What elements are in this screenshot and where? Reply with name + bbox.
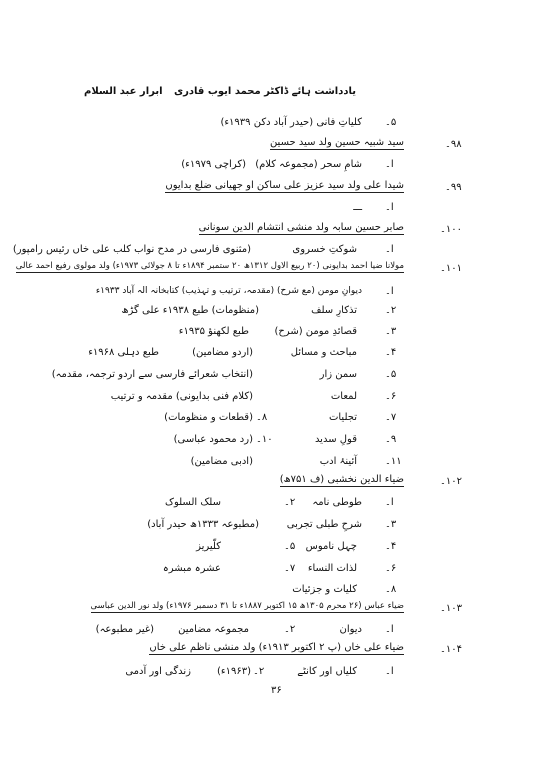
item-note: (غیر مطبوعہ) [95,624,154,635]
entry-number: ۹۹۔ [445,182,462,193]
entry-number: ۱۰۰۔ [440,224,462,235]
item-number: ا۔ [385,159,394,170]
entry-number: ۹۸۔ [445,139,462,150]
item-number: ا۔ [385,497,394,508]
item-note: (اردو مضامین) [192,347,253,358]
list-item-text: قصائدِ مومن (شرح) [274,326,357,337]
item-number: ۱۱۔ [385,456,402,467]
item-number: ا۔ [385,624,394,635]
list-item-text: قولِ سدید [314,434,357,445]
list-item-text: سمن زار [319,369,357,380]
item-number: ۲۔ [284,624,296,635]
list-item-text: لمعات [330,391,357,402]
item-number: ۸۔ [256,412,268,423]
list-item-text: شرحِ طبلی تجربی [286,519,362,530]
item-number: ۷۔ [385,412,397,423]
item-number: ۲۔ [253,666,265,677]
item-note: طبع دہلی ۱۹۶۸ء [88,347,159,358]
entry-heading: شیدا علی ولد سید عزیز علی ساکن او جھیانی ضلع بدایوں [165,180,404,191]
list-item-text: زندگی اور آدمی [125,666,191,677]
item-number: ۵۔ [385,369,397,380]
item-number: ا۔ [385,666,394,677]
list-item-text: لذات النساء [307,563,357,574]
list-item-text: کلیات و جزئیات [292,584,357,595]
item-number: ۲۔ [284,497,296,508]
item-number: ۳۔ [385,326,397,337]
item-note: (۱۹۶۳ء) [217,666,251,677]
list-item-text: دیوان [339,624,362,635]
item-number: ا۔ [385,202,394,213]
list-item-text: کلّیریز [196,541,221,552]
item-note: (قطعات و منظومات) [164,412,253,423]
entry-heading: ضیاء عباس (۲۶ محرم ۱۳۰۵ھ ۱۵ اکتوبر ۱۸۸۷ء تا ۳۱ دسمبر ۱۹۷۶ء) ولد نور الدین عباسی [90,601,404,611]
entry-number: ۱۰۴۔ [440,644,462,655]
item-number: ۵۔ [385,117,397,128]
item-note: (کلام فنی بدایونی) مقدمہ و ترتیب [110,391,253,402]
list-item-text: کلیاں اور کانٹے [297,666,357,677]
list-item-text: تجلیات [328,412,357,423]
item-number: ۱۰۔ [256,434,273,445]
entry-heading: سید شبیہ حسین ولد سید حسین [269,137,404,148]
item-number: ۳۔ [385,519,397,530]
entry-number: ۱۰۳۔ [440,603,462,614]
list-item-text: چہل ناموس [305,541,357,552]
item-note: (ادبی مضامین) [190,456,253,467]
item-number: ۴۔ [385,347,397,358]
entry-heading: ضیاء الدین نخشبی (ف ۷۵۱ھ) [279,474,404,485]
item-number: ۷۔ [284,563,296,574]
item-number: ۹۔ [385,434,397,445]
header-author: ابرار عبد السلام [84,86,163,97]
list-item-text: کلیاتِ فانی (حیدر آباد دکن ۱۹۳۹ء) [220,117,362,128]
item-note: (انتخاب شعرائے فارسی سے اردو ترجمہ، مقدمہ) [51,369,253,380]
entry-heading: ضیاء علی خاں (پ ۲ اکتوبر ۱۹۱۳ء) ولد منشی ناظم علی خاں [149,642,404,653]
list-item-text: مباحث و مسائل [290,347,357,358]
item-number: ۶۔ [385,563,397,574]
item-note: (کراچی ۱۹۷۹ء) [181,159,246,170]
item-note: (مطبوعہ ۱۳۳۳ھ حیدر آباد) [147,519,259,530]
list-item-text: سلک السلوک [165,497,221,508]
list-item-text: عشرہ مبشرہ [162,563,221,574]
list-item-text: تذکارِ سلف [311,305,357,316]
entry-number: ۱۰۲۔ [440,476,462,487]
entry-number: ۱۰۱۔ [440,263,462,274]
list-item-text: مجموعہ مضامین [178,624,249,635]
item-number: ۶۔ [385,391,397,402]
list-item-text: دیوانِ مومن (مع شرح) (مقدمہ، ترتیب و تہذیب) کتابخانہ الہ آباد ۱۹۳۳ء [95,286,362,296]
list-item-text: ـــ [353,202,362,213]
item-note: (رد محمود عباسی) [173,434,253,445]
item-number: ۴۔ [385,541,397,552]
item-number: ا۔ [385,244,394,255]
item-number: ۸۔ [385,584,397,595]
item-note: طبع لکھنؤ ۱۹۳۵ء [178,326,249,337]
item-note: (مثنوی فارسی در مدح نواب کلب علی خاں رئیس رامپور) [12,244,251,255]
item-number: ۵۔ [284,541,296,552]
list-item-text: طوطی نامہ [312,497,362,508]
page-number: ۳۶ [271,685,282,696]
entry-heading: مولانا ضیا احمد بدایونی (۲۰ ربیع الاول ۱۳۱۲ھ ۲۰ ستمبر ۱۸۹۴ء تا ۸ جولائی ۱۹۷۳ء) ولد مولوی رفیع احمد عالی [15,261,404,271]
entry-heading: صابر حسین سابہ ولد منشی انتشام الدین سونانی [198,222,404,233]
list-item-text: آئینۂ ادب [319,456,357,467]
list-item-text: شامِ سحر (مجموعہ کلام) [255,159,362,170]
item-number: ا۔ [385,286,394,297]
header-title: یادداشت ہائے ڈاکٹر محمد ایوب قادری [174,86,356,97]
item-number: ۲۔ [385,305,397,316]
item-note: (منظومات) طبع ۱۹۳۸ء علی گڑھ [121,305,259,316]
list-item-text: شوکتِ خسروی [292,244,357,255]
